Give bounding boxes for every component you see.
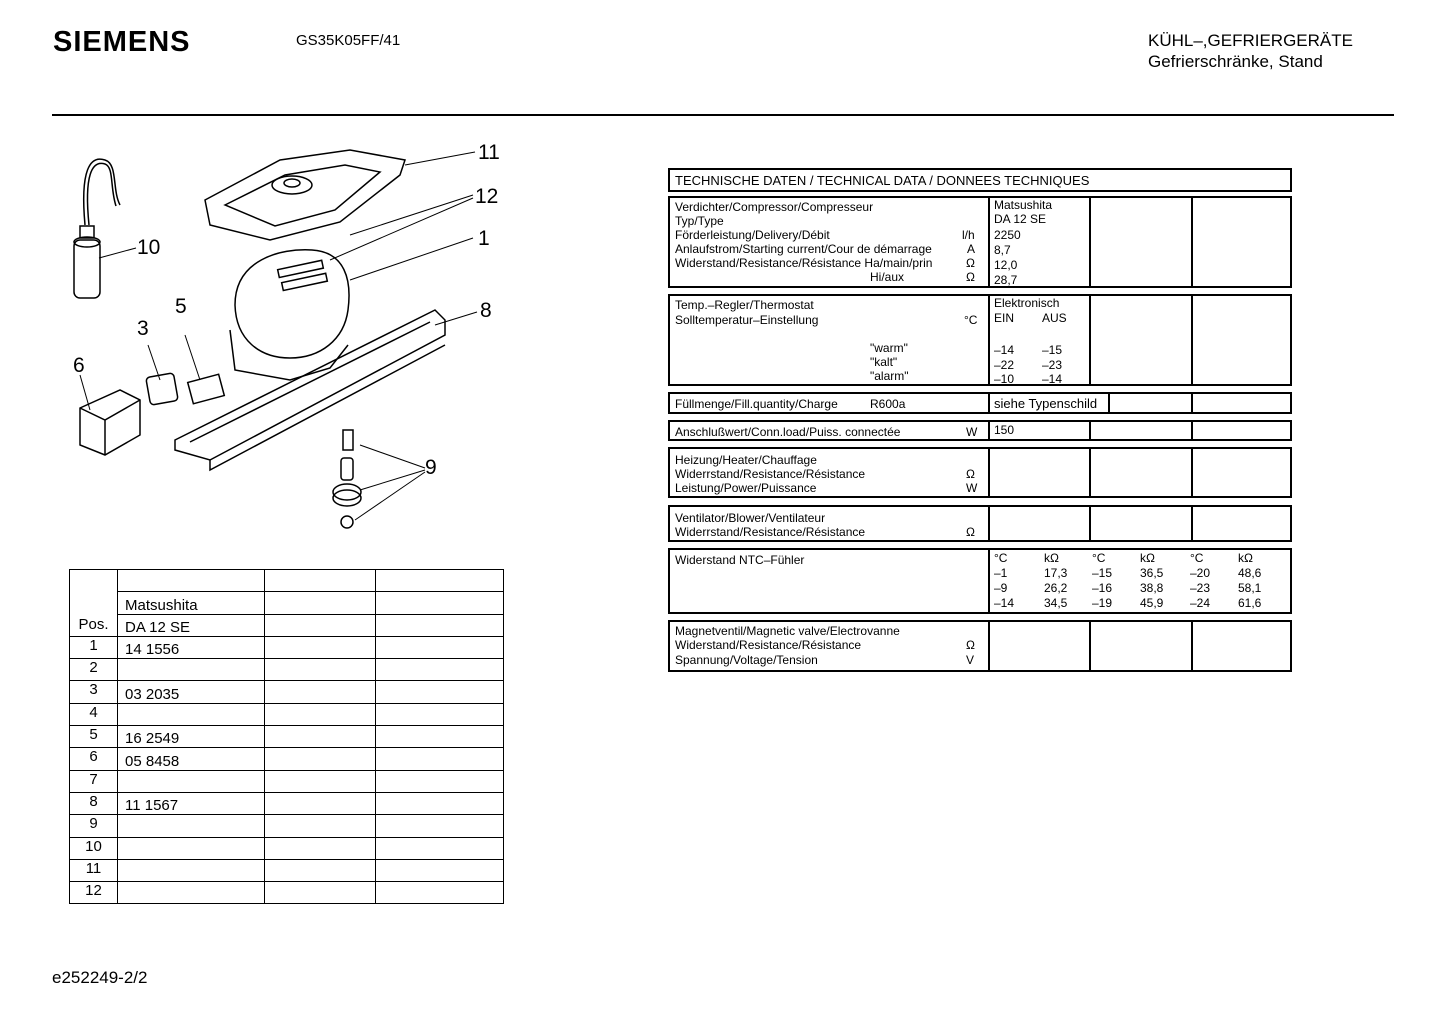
ntc-value-cell: –14 [994, 596, 1015, 610]
ntc-header-cell: °C [994, 551, 1008, 565]
capacitor-drawing [74, 159, 120, 298]
valve-resistance-unit: Ω [966, 638, 975, 652]
pos-cell: 12 [70, 882, 118, 904]
blower-block [668, 505, 1292, 542]
pos-header: Pos. [78, 615, 109, 633]
setpoint-unit: °C [964, 313, 978, 327]
callout-9: 9 [425, 456, 437, 479]
ntc-value-cell: –20 [1190, 566, 1211, 580]
col-aus: AUS [1042, 311, 1067, 325]
part-number-cell [118, 703, 265, 725]
ntc-value-cell: –24 [1190, 596, 1211, 610]
pos-cell: 9 [70, 815, 118, 837]
blower-resistance-unit: Ω [966, 525, 975, 539]
pos-cell: 4 [70, 703, 118, 725]
table-row [70, 859, 504, 881]
blower-label: Ventilator/Blower/Ventilateur [675, 511, 826, 525]
overload-drawing [146, 373, 178, 405]
heater-block [668, 447, 1292, 498]
starting-current-label: Anlaufstrom/Starting current/Cour de démarrage [675, 242, 932, 256]
resistance-aux-label: Hi/aux [870, 270, 905, 284]
thermostat-label: Temp.–Regler/Thermostat [675, 298, 814, 312]
pos-cell: 1 [70, 636, 118, 658]
delivery-unit: l/h [962, 228, 975, 242]
part-number-cell: 03 2035 [118, 681, 265, 703]
valve-voltage-unit: V [966, 653, 975, 667]
valve-resistance-label: Widerstand/Resistance/Résistance [675, 638, 862, 652]
aus-warm: –15 [1042, 343, 1063, 357]
ntc-header-cell: °C [1092, 551, 1106, 565]
part-number-cell: 11 1567 [118, 792, 265, 814]
resistance-aux-unit: Ω [966, 270, 975, 284]
compressor-label: Verdichter/Compressor/Compresseur [675, 200, 874, 214]
type-label: Typ/Type [675, 214, 724, 228]
pos-cell: 10 [70, 837, 118, 859]
header-divider [52, 114, 1394, 116]
ntc-value-cell: –19 [1092, 596, 1113, 610]
callout-8: 8 [480, 299, 492, 322]
part-number-cell: 05 8458 [118, 748, 265, 770]
ein-warm: –14 [994, 343, 1015, 357]
ntc-value-cell: 17,3 [1044, 566, 1068, 580]
compressor-type: DA 12 SE [994, 212, 1047, 226]
compressor-make: Matsushita [994, 198, 1053, 212]
delivery-value: 2250 [994, 228, 1021, 242]
part-number-cell [118, 659, 265, 681]
current-unit: A [967, 242, 976, 256]
ein-alarm: –10 [994, 372, 1015, 386]
heater-resistance-label: Widerrstand/Resistance/Résistance [675, 467, 866, 481]
table-row [70, 659, 504, 681]
table-row [70, 815, 504, 837]
exploded-parts-diagram [50, 130, 520, 540]
callout-10: 10 [137, 236, 161, 259]
ntc-header-cell: °C [1190, 551, 1204, 565]
callout-1: 1 [478, 227, 490, 250]
pos-cell: 3 [70, 681, 118, 703]
ntc-value-cell: –23 [1190, 581, 1211, 595]
model-number: GS35K05FF/41 [296, 32, 401, 49]
compressor-block [668, 196, 1292, 288]
ntc-value-cell: 48,6 [1238, 566, 1262, 580]
heater-label: Heizung/Heater/Chauffage [675, 453, 817, 467]
blower-resistance-label: Widerrstand/Resistance/Résistance [675, 525, 866, 539]
callout-6: 6 [73, 354, 85, 377]
category-title: KÜHL–,GEFRIERGERÄTE [1148, 31, 1353, 50]
table-row [70, 703, 504, 725]
pos-cell: 2 [70, 659, 118, 681]
resistance-value: 12,0 [994, 258, 1018, 272]
table-row [70, 837, 504, 859]
table-row [70, 636, 504, 658]
valve-block [668, 620, 1292, 672]
parts-table [69, 569, 504, 904]
current-value: 8,7 [994, 243, 1011, 257]
part-number-cell [118, 770, 265, 792]
relay-drawing [188, 374, 225, 404]
fill-label: Füllmenge/Fill.quantity/Charge [675, 397, 838, 411]
connection-value: 150 [994, 423, 1015, 437]
resistance-main-label: Widerstand/Resistance/Résistance Ha/main/prin [675, 256, 933, 270]
callout-12: 12 [475, 185, 499, 208]
callout-11: 11 [478, 141, 500, 164]
setpoint-label: Solltemperatur–Einstellung [675, 313, 819, 327]
table-row [70, 770, 504, 792]
ntc-value-cell: 61,6 [1238, 596, 1262, 610]
tech-title-box [668, 168, 1292, 192]
valve-label: Magnetventil/Magnetic valve/Electrovanne [675, 624, 900, 638]
table-row [70, 792, 504, 814]
ntc-value-cell: –9 [994, 581, 1008, 595]
table-row [70, 726, 504, 748]
connection-block [668, 420, 1292, 441]
part-number-cell [118, 815, 265, 837]
manufacturer-cell: Matsushita [118, 592, 265, 614]
ntc-block [668, 548, 1292, 614]
thermostat-block [668, 294, 1292, 386]
callout-5: 5 [175, 295, 187, 318]
valve-voltage-label: Spannung/Voltage/Tension [675, 653, 818, 667]
ntc-value-cell: –15 [1092, 566, 1113, 580]
fill-block [668, 392, 1292, 414]
thermostat-type: Elektronisch [994, 296, 1060, 310]
ntc-value-cell: –1 [994, 566, 1008, 580]
siemens-logo: SIEMENS [53, 26, 191, 58]
ntc-value-cell: 38,8 [1140, 581, 1164, 595]
ein-kalt: –22 [994, 358, 1015, 372]
connection-label: Anschlußwert/Conn.load/Puiss. connectée [675, 425, 901, 439]
callout-3: 3 [137, 317, 149, 340]
ntc-header-cell: kΩ [1238, 551, 1253, 565]
refrigerant: R600a [870, 397, 906, 411]
ntc-value-cell: 36,5 [1140, 566, 1164, 580]
mode-warm: "warm" [870, 341, 908, 355]
mode-kalt: "kalt" [870, 355, 898, 369]
heater-power-label: Leistung/Power/Puissance [675, 481, 817, 495]
ntc-label: Widerstand NTC–Fühler [675, 553, 805, 567]
ntc-value-cell: 58,1 [1238, 581, 1262, 595]
ntc-value-cell: 34,5 [1044, 596, 1068, 610]
compressor-type-cell: DA 12 SE [118, 614, 265, 636]
fill-value: siehe Typenschild [994, 396, 1098, 411]
pos-cell: 8 [70, 792, 118, 814]
part-number-cell [118, 859, 265, 881]
aus-kalt: –23 [1042, 358, 1063, 372]
col-ein: EIN [994, 311, 1015, 325]
fasteners-drawing [333, 430, 361, 528]
part-number-cell [118, 837, 265, 859]
pos-cell: 5 [70, 726, 118, 748]
aus-alarm: –14 [1042, 372, 1063, 386]
category-subtitle: Gefrierschränke, Stand [1148, 52, 1323, 71]
ntc-value-cell: –16 [1092, 581, 1113, 595]
ntc-value-cell: 45,9 [1140, 596, 1164, 610]
delivery-label: Förderleistung/Delivery/Débit [675, 228, 830, 242]
ntc-header-cell: kΩ [1140, 551, 1155, 565]
heater-resistance-unit: Ω [966, 467, 975, 481]
resistance-aux-value: 28,7 [994, 273, 1018, 287]
part-number-cell [118, 882, 265, 904]
ntc-header-cell: kΩ [1044, 551, 1059, 565]
pos-cell: 6 [70, 748, 118, 770]
tech-title: TECHNISCHE DATEN / TECHNICAL DATA / DONNEES TECHNIQUES [675, 173, 1090, 188]
resistance-unit: Ω [966, 256, 975, 270]
heater-power-unit: W [966, 481, 978, 495]
connection-unit: W [966, 425, 978, 439]
table-row [70, 748, 504, 770]
cover-drawing [80, 390, 140, 455]
part-number-cell: 14 1556 [118, 636, 265, 658]
mode-alarm: "alarm" [870, 369, 909, 383]
rail-drawing [175, 310, 445, 470]
document-id: e252249-2/2 [52, 968, 148, 987]
table-row [70, 681, 504, 703]
ntc-value-cell: 26,2 [1044, 581, 1068, 595]
pos-cell: 7 [70, 770, 118, 792]
pos-cell: 11 [70, 859, 118, 881]
compressor-drawing [230, 250, 349, 380]
table-row [70, 882, 504, 904]
part-number-cell: 16 2549 [118, 726, 265, 748]
